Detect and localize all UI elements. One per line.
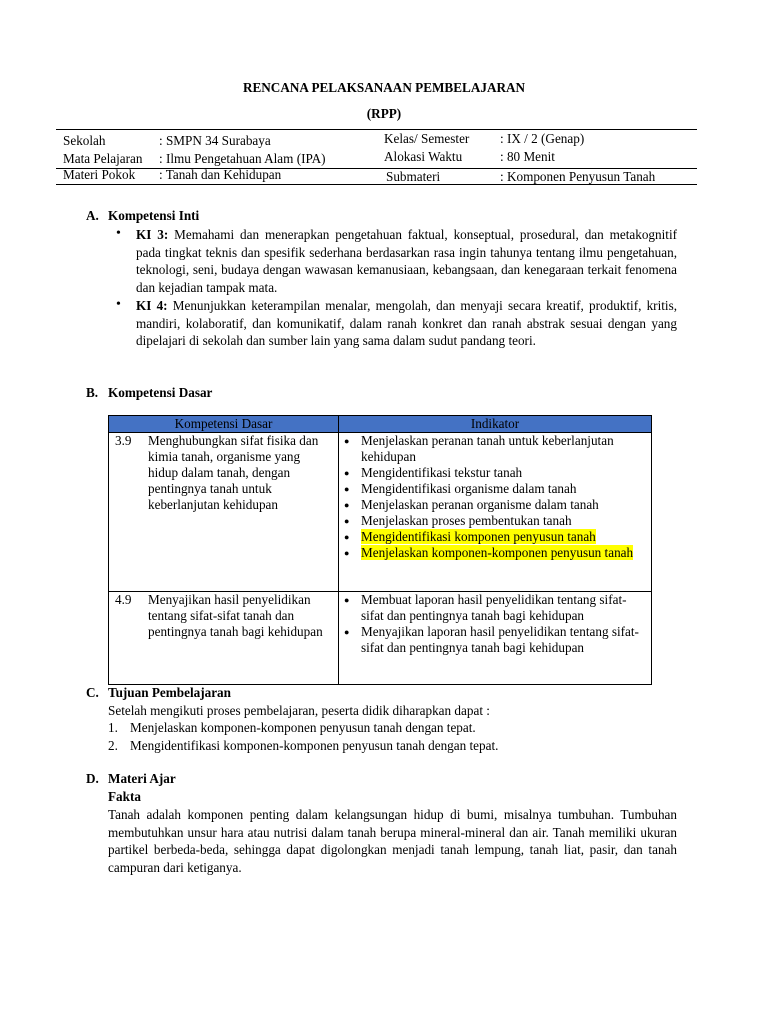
- fakta-subheading: Fakta: [108, 789, 141, 804]
- ki3-text: Memahami dan menerapkan pengetahuan faktual, konseptual, prosedural, dan metakognitif pada tingkat teknis dan spesifik sederhana berdasarkan rasa ingin tahunya tentang ilmu pengetahuan, teknologi, seni, budaya dengan wawasan kemanusiaan, kebangsaan, dan kenegaraan terkait fenomena dan kejadian tampak mata.: [136, 227, 678, 295]
- document-subtitle: (RPP): [366, 106, 402, 121]
- header-top-rule: [56, 129, 697, 130]
- section-b-heading: B. Kompetensi Dasar: [86, 385, 213, 400]
- ki4-label: KI 4:: [136, 298, 168, 313]
- section-c-heading: C. Tujuan Pembelajaran: [86, 685, 231, 700]
- document-title: RENCANA PELAKSANAAN PEMBELAJARAN: [242, 80, 526, 95]
- materi-value: : Tanah dan Kehidupan: [159, 167, 282, 182]
- list-item: ● Menyajikan laporan hasil penyelidikan tentang sifat-sifat dan pentingnya tanah bagi kehidupan: [361, 624, 651, 656]
- list-item: ● Menjelaskan peranan tanah untuk keberlanjutan kehidupan: [361, 433, 651, 465]
- table-row: [109, 433, 652, 592]
- table-header-row: [109, 416, 652, 433]
- alokasi-label: Alokasi Waktu: [384, 149, 463, 164]
- kd-number: 4.9: [115, 592, 132, 607]
- kelas-value: : IX / 2 (Genap): [500, 131, 585, 146]
- col-header-indikator: Indikator: [339, 416, 652, 433]
- bullet-icon: •: [116, 297, 121, 312]
- indicator-cell: [339, 433, 652, 592]
- table-row: [109, 592, 652, 685]
- list-item-highlighted: ● Mengidentifikasi komponen penyusun tanah: [361, 529, 651, 545]
- tujuan-intro: Setelah mengikuti proses pembelajaran, peserta didik diharapkan dapat :: [108, 703, 490, 718]
- mapel-value: : Ilmu Pengetahuan Alam (IPA): [159, 151, 326, 166]
- mapel-label: Mata Pelajaran: [63, 151, 143, 166]
- list-item: 2. Mengidentifikasi komponen-komponen penyusun tanah dengan tepat.: [108, 738, 499, 753]
- list-item-highlighted: ● Menjelaskan komponen-komponen penyusun tanah: [361, 545, 651, 561]
- list-item: ● Mengidentifikasi tekstur tanah: [361, 465, 651, 481]
- section-a-letter: A.: [86, 208, 99, 223]
- sekolah-value: : SMPN 34 Surabaya: [159, 133, 271, 148]
- competency-table: [108, 415, 652, 685]
- submateri-label: Submateri: [386, 169, 441, 184]
- col-header-kd: Kompetensi Dasar: [109, 416, 339, 433]
- ki3-paragraph: [136, 226, 677, 296]
- list-item: ● Menjelaskan proses pembentukan tanah: [361, 513, 651, 529]
- kd-text: Menyajikan hasil penyelidikan tentang sifat-sifat tanah dan pentingnya tanah bagi kehidupan: [148, 592, 323, 639]
- kd-number: 3.9: [115, 433, 132, 448]
- alokasi-value: : 80 Menit: [500, 149, 555, 164]
- kelas-label: Kelas/ Semester: [384, 131, 470, 146]
- section-d-heading: D. Materi Ajar: [86, 771, 176, 786]
- section-a-heading: A. Kompetensi Inti: [86, 208, 200, 223]
- kd-cell: [109, 592, 339, 685]
- ki4-paragraph: [136, 297, 677, 350]
- list-item: ● Membuat laporan hasil penyelidikan tentang sifat-sifat dan pentingnya tanah bagi kehidupan: [361, 592, 651, 624]
- submateri-value: : Komponen Penyusun Tanah: [500, 169, 656, 184]
- kd-text: Menghubungkan sifat fisika dan kimia tanah, organisme yang hidup dalam tanah, dengan pentingnya tanah untuk keberlanjutan kehidupan: [148, 433, 319, 512]
- ki4-text: Menunjukkan keterampilan menalar, mengolah, dan menyaji secara kreatif, produktif, kritis, mandiri, kolaboratif, dan komunikatif, dalam ranah konkret dan ranah abstrak sesuai dengan yang dipelajari di sekolah dan sumber lain yang sama dalam sudut pandang teori.: [136, 298, 677, 349]
- list-item: ● Mengidentifikasi organisme dalam tanah: [361, 481, 651, 497]
- list-item: 1. Menjelaskan komponen-komponen penyusun tanah dengan tepat.: [108, 720, 476, 735]
- ki3-label: KI 3:: [136, 227, 169, 242]
- kd-cell: [109, 433, 339, 592]
- materi-label: Materi Pokok: [63, 167, 136, 182]
- sekolah-label: Sekolah: [63, 133, 106, 148]
- indicator-cell: [339, 592, 652, 685]
- list-item: ● Menjelaskan peranan organisme dalam tanah: [361, 497, 651, 513]
- fakta-paragraph: Tanah adalah komponen penting dalam kelangsungan hidup di bumi, misalnya tumbuhan. Tumbuhan membutuhkan unsur hara atau nutrisi dalam tanah berupa mineral-mineral dan air. Tanah memiliki ukuran partikel berbeda-beda, sehingga dapat digolongkan menjadi tanah lempung, tanah liat, pasir, dan tanah campuran dari ketiganya.: [108, 807, 677, 875]
- bullet-icon: •: [116, 226, 121, 241]
